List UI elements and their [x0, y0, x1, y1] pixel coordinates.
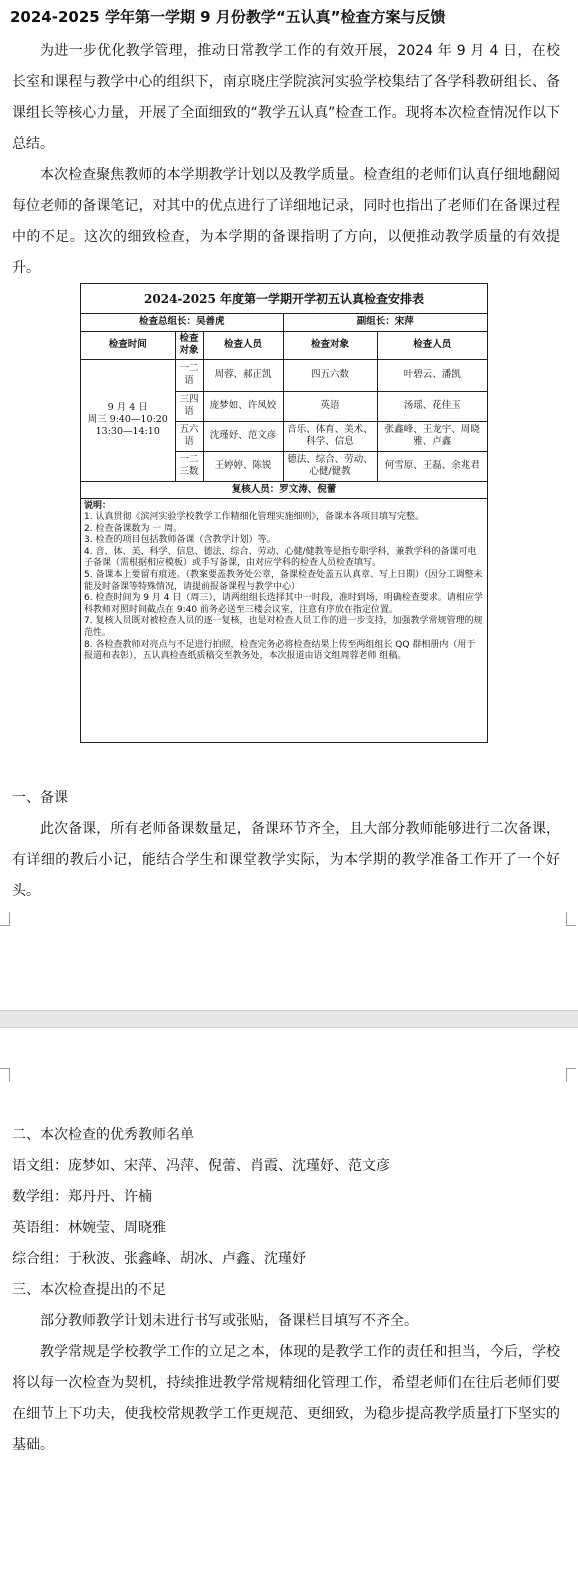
group-label: 语文组： [12, 1158, 68, 1174]
excellent-group-math [12, 1182, 568, 1213]
row-inspectors: 沈瑾妤、范文彦 [203, 421, 283, 451]
page-corner-mark [0, 912, 10, 926]
section-issues-heading: 三、本次检查提出的不足 [12, 1282, 166, 1298]
group-names: 庞梦如、宋萍、冯萍、倪蕾、肖霞、沈瑾妤、范文彦 [68, 1158, 390, 1174]
group-label: 英语组： [12, 1220, 68, 1236]
row-grade: 三四语 [175, 391, 203, 421]
note-item: 6. 检查时间为 9 月 4 日（周三），请两组组长选择其中一时段，准时到场，明确检查要求。请相应学科教师对照时间截点在 9:40 前务必送至三楼会议室，注意有序放在指定位置。 [84, 593, 483, 615]
section-excellent-heading: 二、本次检查的优秀教师名单 [12, 1127, 194, 1143]
issues-paragraph-2: 教学常规是学校教学工作的立足之本，体现的是教学工作的责任和担当，今后，学校将以每一次检查为契机，持续推进教学常规精细化管理工作，希望老师们在往后老师们要在细节上下功夫，使我校常规教学工作更规范、更细致，为稳步提高教学质量打下坚实的基础。 [12, 1344, 560, 1453]
excellent-group-english [12, 1213, 568, 1244]
header-inspectors-2: 检查人员 [377, 331, 487, 359]
row-subject-inspectors: 汤瑶、花佳玉 [377, 391, 487, 421]
schedule-reviewers: 复核人员：罗文涛、倪蕾 [81, 481, 487, 498]
time-date: 9 月 4 日 [107, 402, 148, 413]
time-afternoon: 13:30—14:10 [95, 426, 160, 437]
group-label: 综合组： [12, 1251, 68, 1267]
page-gap [0, 1010, 578, 1028]
schedule-notes [81, 499, 487, 665]
schedule-table [81, 314, 487, 499]
excellent-group-chinese [12, 1151, 568, 1182]
row-inspectors: 周蓉、郝正凯 [203, 359, 283, 391]
group-names: 于秋波、张鑫峰、胡冰、卢鑫、沈瑾妤 [68, 1251, 306, 1267]
row-subject: 德法、综合、劳动、心健/健教 [283, 451, 377, 481]
page-corner-mark [0, 1068, 10, 1082]
note-item: 1. 认真贯彻《滨河实验学校教学工作精细化管理实施细则》，备课本各项目填写完整。 [84, 512, 424, 523]
document-title: 2024-2025 学年第一学期 9 月份教学“五认真”检查方案与反馈 [10, 8, 446, 26]
page-corner-mark [566, 1068, 576, 1082]
section-prep-text: 此次备课，所有老师备课数量足，备课环节齐全，且大部分教师能够进行二次备课，有详细的教后小记，能结合学生和课堂教学实际，为本学期的教学准备工作开了一个好头。 [12, 821, 560, 899]
group-names: 郑丹丹、许楠 [68, 1189, 152, 1205]
header-time: 检查时间 [81, 331, 175, 359]
row-subject-inspectors: 张鑫峰、王龙宇、周晓雅、卢鑫 [377, 421, 487, 451]
schedule-table-image [80, 283, 488, 743]
header-target: 检查对象 [175, 331, 203, 359]
schedule-time-cell [81, 359, 175, 481]
row-subject: 音乐、体育、美术、科学、信息 [283, 421, 377, 451]
intro-paragraph-1: 为进一步优化教学管理，推动日常教学工作的有效开展，2024 年 9 月 4 日，在校长室和课程与教学中心的组织下，南京晓庄学院滨河实验学校集结了各学科教研组长、备课组长等核心力量，开展了全面细致的“教学五认真”检查工作。现将本次检查情况作以下总结。 [12, 43, 560, 152]
page-corner-mark [566, 912, 576, 926]
section-prep-heading: 一、备课 [12, 790, 68, 806]
note-item: 3. 检查的项目包括教师备课（含教学计划）等。 [84, 535, 276, 546]
row-grade: 一二语 [175, 359, 203, 391]
schedule-deputy: 副组长：宋萍 [283, 314, 487, 331]
page-2 [0, 1028, 578, 1590]
row-subject-inspectors: 何雪原、王磊、余兆君 [377, 451, 487, 481]
time-morning: 周三 9:40—10:20 [87, 414, 168, 425]
note-item: 7. 复核人员既对被检查人员的逐一复核，也是对检查人员工作的进一步支持，加强教学常规管理的规范性。 [84, 616, 483, 639]
note-item: 8. 各检查教师对亮点与不足进行拍照，检查完务必将检查结果上传至两组组长 QQ 群相册内（用于报道和表彰），五认真检查纸质稿交至教务处，本次报道由语文组周蓉老师 组稿。 [84, 639, 476, 662]
row-subject-inspectors: 叶碧云、潘凯 [377, 359, 487, 391]
row-inspectors: 王婷婷、陈锐 [203, 451, 283, 481]
note-item: 4. 音、体、美、科学、信息、德法、综合、劳动、心健/健教等是指专职学科，兼教学科的备课可电子备课（需根据相应模板）或手写备课，由对应学科的检查人员检查填写。 [84, 546, 477, 569]
issues-paragraph-1: 部分教师教学计划未进行书写或张贴，备课栏目填写不齐全。 [40, 1313, 418, 1329]
intro-paragraph-2: 本次检查聚焦教师的本学期教学计划以及教学质量。检查组的老师们认真仔细地翻阅每位老师的备课笔记，对其中的优点进行了详细地记录，同时也指出了老师们在备课过程中的不足。这次的细致检查，为本学期的备课指明了方向，以便推动教学质量的有效提升。 [12, 167, 560, 276]
header-target-2: 检查对象 [283, 331, 377, 359]
notes-title: 说明： [84, 500, 112, 511]
note-item: 2. 检查备课数为 一 周。 [84, 523, 183, 534]
row-subject: 四五六数 [283, 359, 377, 391]
group-label: 数学组： [12, 1189, 68, 1205]
header-inspectors: 检查人员 [203, 331, 283, 359]
schedule-title: 2024-2025 年度第一学期开学初五认真检查安排表 [81, 284, 487, 314]
schedule-leader: 检查总组长：吴善虎 [81, 314, 283, 331]
excellent-group-general [12, 1244, 568, 1275]
group-names: 林婉莹、周晓雅 [68, 1220, 166, 1236]
row-subject: 英语 [283, 391, 377, 421]
row-grade: 五六语 [175, 421, 203, 451]
note-item: 5. 备课本上要留有痕迹。（教案要盖教务处公章，备课检查处盖五认真章、写上日期）（因分工调整未能及时备课等特殊情况，请提前报备课程与教学中心） [84, 570, 483, 592]
row-inspectors: 庞梦如、许凤姣 [203, 391, 283, 421]
row-grade: 一二三数 [175, 451, 203, 481]
